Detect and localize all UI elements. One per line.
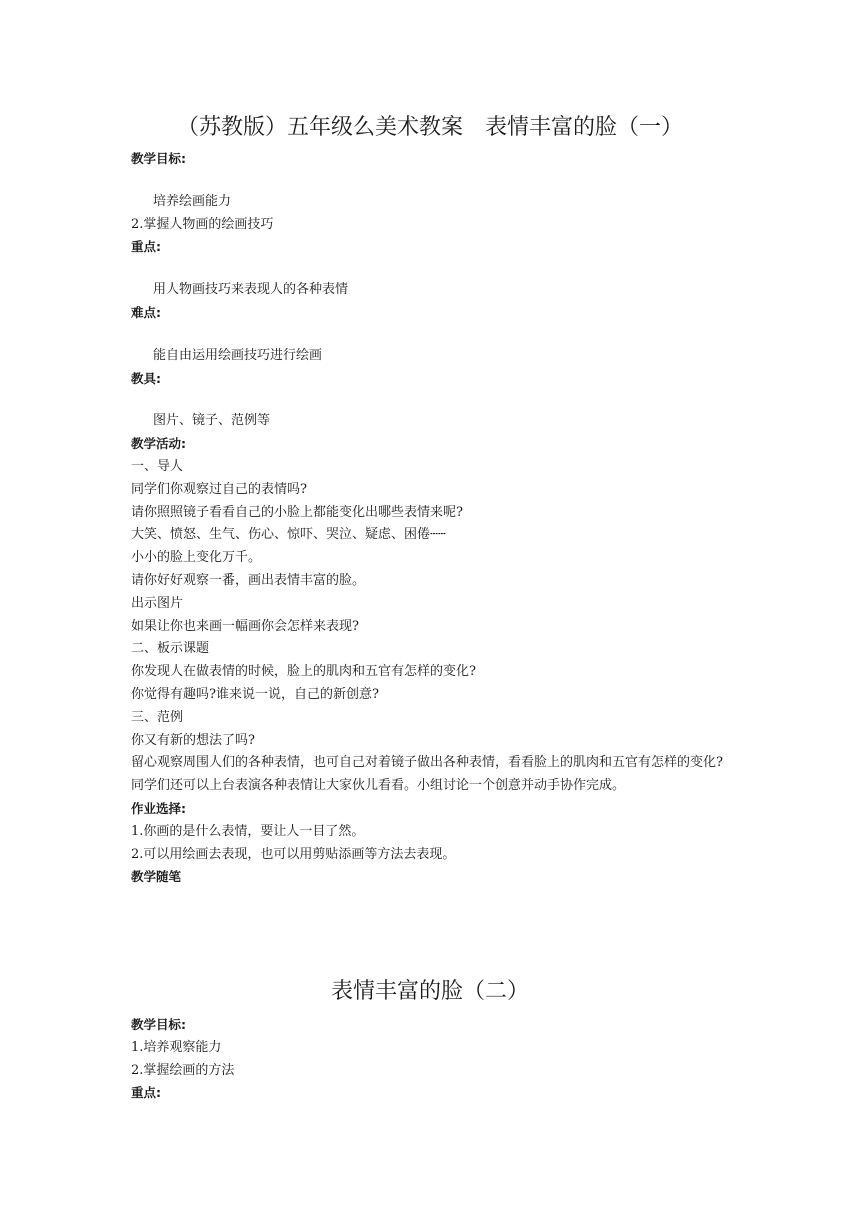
lesson-2-title: 表情丰富的脸（二） (330, 979, 529, 1004)
teaching-tools-text: 图片、镜子、范例等 (153, 413, 271, 429)
activity-line: 你又有新的想法了吗? (131, 732, 255, 748)
activity-line: 同学们你观察过自己的表情吗? (131, 481, 307, 497)
activity-line: 请你照照镜子看看自己的小脸上都能变化出哪些表情来呢? (131, 504, 463, 520)
key-point-heading: 重点: (131, 239, 161, 255)
activity-line: 同学们还可以上台表演各种表情让大家伙儿看看。小组讨论一个创意并动手协作完成。 (131, 778, 626, 794)
activity-line: 大笑、愤怒、生气、伤心、惊吓、哭泣、疑虑、困倦┄┄ (131, 527, 446, 543)
blank-line (131, 259, 741, 279)
homework-heading: 作业选择: (131, 800, 186, 816)
activity-line: 小小的脸上变化万千。 (131, 550, 262, 566)
key-point-text: 用人物画技巧来表现人的各种表情 (153, 282, 349, 298)
blank-line (131, 390, 741, 410)
activity-line: 你发现人在做表情的时候，脸上的肌肉和五官有怎样的变化? (131, 664, 476, 680)
activity-line: 你觉得有趣吗?谁来说一说，自己的新创意? (131, 686, 379, 702)
activity-line: 二、板示课题 (131, 641, 210, 657)
teaching-goal-item: 2.掌握人物画的绘画技巧 (131, 216, 274, 232)
activity-line: 出示图片 (131, 595, 184, 611)
difficulty-text: 能自由运用绘画技巧进行绘画 (153, 347, 323, 363)
activity-line: 请你好好观察一番，画出表情丰富的脸。 (131, 572, 366, 588)
homework-item: 1.你画的是什么表情，要让人一目了然。 (131, 823, 365, 839)
difficulty-heading: 难点: (131, 304, 161, 320)
blank-line (131, 325, 741, 345)
teaching-goal-heading: 教学目标: (131, 1017, 186, 1032)
teaching-notes-heading: 教学随笔 (131, 869, 182, 885)
activity-line: 如果让你也来画一幅画你会怎样来表现? (131, 618, 359, 634)
teaching-activity-heading: 教学活动: (131, 436, 186, 452)
teaching-goal-item: 1.培养观察能力 (131, 1039, 222, 1055)
homework-item: 2.可以用绘画去表现，也可以用剪贴添画等方法去表现。 (131, 846, 456, 862)
teaching-goal-item: 培养绘画能力 (153, 193, 232, 209)
activity-line: 一、导人 (131, 458, 184, 474)
teaching-goal-item: 2.掌握绘画的方法 (131, 1062, 235, 1078)
lesson-1-body (131, 148, 741, 889)
lesson-1-title: （苏教版）五年级么美术教案 表情丰富的脸（一） (176, 115, 683, 140)
teaching-goal-heading: 教学目标: (131, 151, 186, 166)
activity-line: 三、范例 (131, 709, 184, 725)
blank-line (131, 171, 741, 191)
teaching-tools-heading: 教具: (131, 370, 161, 386)
activity-paragraph: 留心观察周围人们的各种表情，也可自己对着镜子做出各种表情，看看脸上的肌肉和五官有怎样的变化? (131, 755, 723, 771)
key-point-heading: 重点: (131, 1085, 161, 1101)
lesson-2-body (131, 1014, 741, 1105)
